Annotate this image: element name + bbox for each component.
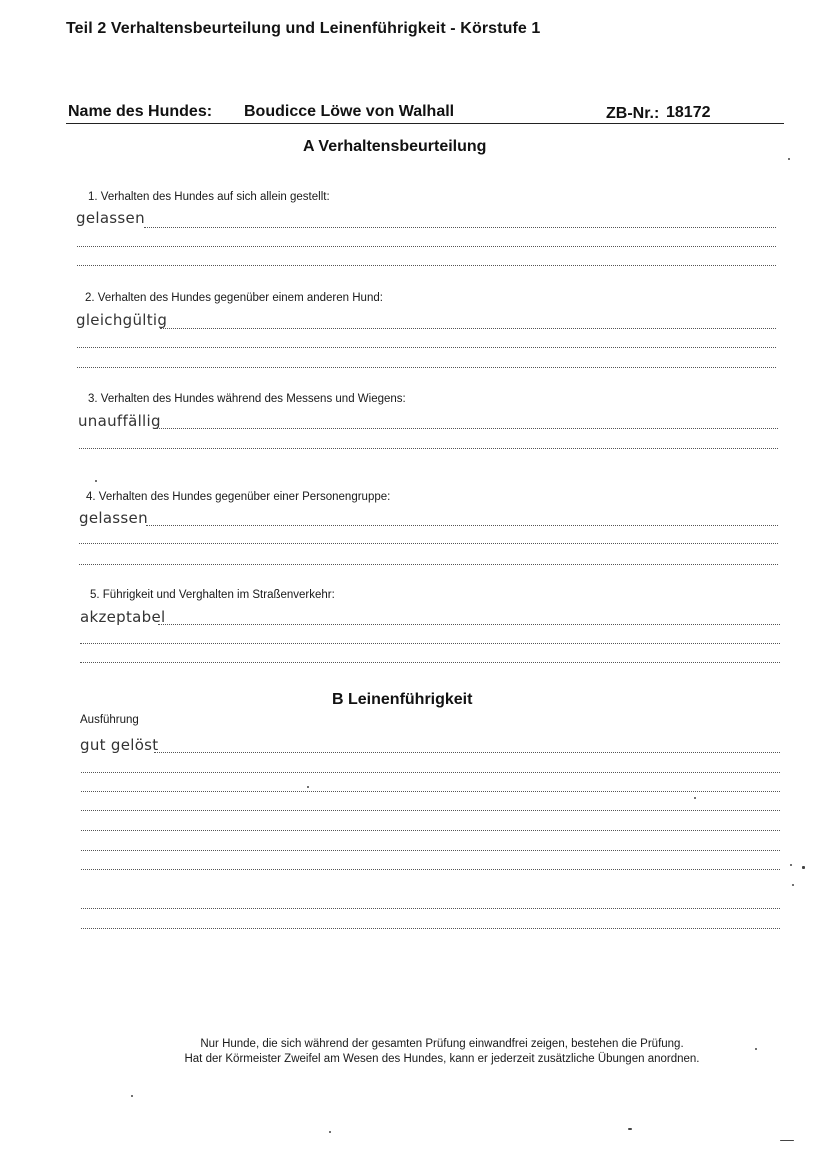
question-5-answer: akzeptabel (80, 608, 166, 626)
answer-line (156, 428, 778, 429)
answer-line (81, 772, 780, 773)
question-3-label: 3. Verhalten des Hundes während des Messens und Wiegens: (88, 393, 406, 405)
answer-line (81, 908, 780, 909)
question-2-answer: gleichgültig (76, 311, 168, 329)
dog-name-value: Boudicce Löwe von Walhall (244, 103, 455, 120)
answer-line (144, 227, 776, 228)
question-1-label: 1. Verhalten des Hundes auf sich allein gestellt: (88, 191, 330, 203)
answer-line (81, 928, 780, 929)
footer-notes (0, 1037, 819, 1067)
answer-line (80, 643, 780, 644)
question-1-answer: gelassen (76, 209, 145, 227)
answer-line (160, 328, 776, 329)
page-title: Teil 2 Verhaltensbeurteilung und Leinenführigkeit - Körstufe 1 (66, 20, 541, 37)
answer-line (77, 367, 776, 368)
answer-line (79, 543, 778, 544)
answer-line (77, 246, 776, 247)
question-5-label: 5. Führigkeit und Verghalten im Straßenverkehr: (90, 589, 335, 601)
answer-line (146, 525, 778, 526)
answer-line (81, 869, 780, 870)
answer-line (158, 624, 780, 625)
scan-speck (329, 1131, 331, 1133)
answer-line (81, 850, 780, 851)
scan-speck (307, 786, 309, 788)
dog-name-label: Name des Hundes: (68, 103, 213, 120)
name-row-underline (66, 123, 784, 124)
answer-line (81, 830, 780, 831)
answer-line (81, 791, 780, 792)
scan-speck (95, 480, 97, 482)
ausfuehrung-answer: gut gelöst (80, 736, 159, 754)
answer-line (77, 265, 776, 266)
answer-line (79, 448, 778, 449)
footer-line-2: Hat der Körmeister Zweifel am Wesen des Hundes, kann er jederzeit zusätzliche Übungen anordnen. (184, 1053, 700, 1065)
question-4-label: 4. Verhalten des Hundes gegenüber einer Personengruppe: (86, 491, 391, 503)
scan-speck (694, 797, 696, 799)
scan-speck (790, 864, 792, 866)
question-2-label: 2. Verhalten des Hundes gegenüber einem anderen Hund: (85, 292, 383, 304)
answer-line (81, 810, 780, 811)
answer-line (154, 752, 780, 753)
answer-line (80, 662, 780, 663)
scan-speck (780, 1140, 794, 1141)
scan-speck (792, 884, 794, 886)
scan-speck (755, 1048, 757, 1050)
answer-line (79, 564, 778, 565)
section-b-title: B Leinenführigkeit (332, 691, 473, 708)
zb-number-label: ZB-Nr.: (606, 105, 660, 122)
scan-speck (628, 1128, 632, 1130)
answer-line (77, 347, 776, 348)
zb-number-value: 18172 (666, 104, 711, 121)
ausfuehrung-label: Ausführung (80, 714, 139, 726)
scan-speck (131, 1095, 133, 1097)
question-4-answer: gelassen (79, 509, 148, 527)
scan-speck (788, 158, 790, 160)
section-a-title: A Verhaltensbeurteilung (303, 138, 487, 155)
footer-line-1: Nur Hunde, die sich während der gesamten Prüfung einwandfrei zeigen, bestehen die Prüfung. (200, 1038, 684, 1050)
question-3-answer: unauffällig (78, 412, 161, 430)
scan-speck (802, 866, 805, 869)
